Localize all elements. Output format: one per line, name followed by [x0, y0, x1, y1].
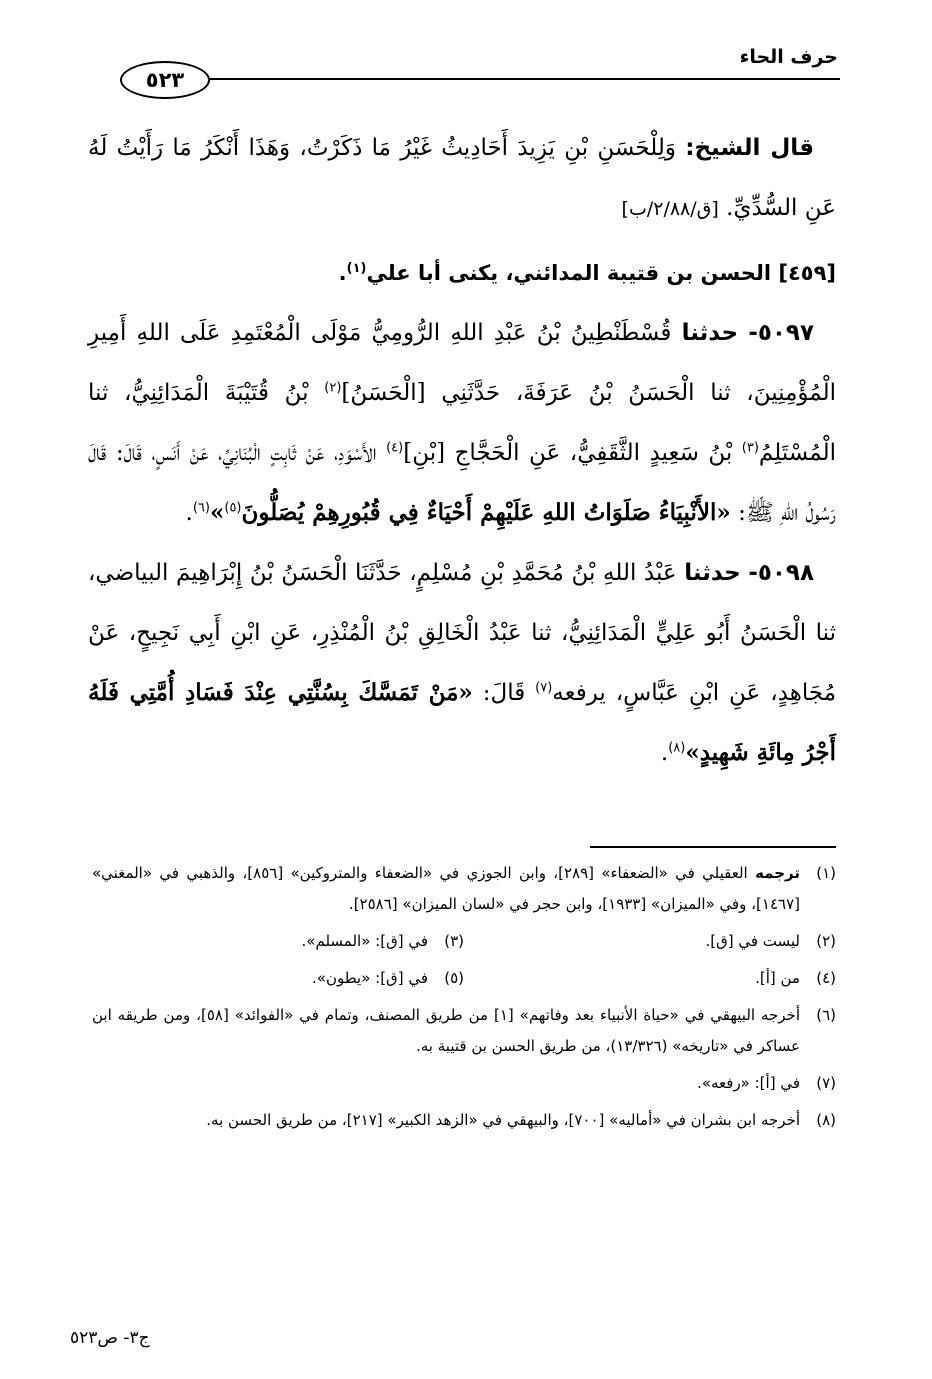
page-number: ٥٢٣ [120, 61, 210, 99]
footnote-text: أخرجه البيهقي في «حياة الأنبياء بعد وفاتهم» [١] من طريق المصنف، وتمام في «الفوائد» [٥٨]، ومن طريقه ابن عساكر في «تاريخه» (١٣/٣٢٦)، من طريق الحسن بن قتيبة به. [92, 1006, 800, 1055]
footnote-3 [92, 926, 464, 957]
footnote-text: في [أ]: «رفعه». [697, 1074, 800, 1092]
footnote-text: من [أ]. [755, 969, 800, 987]
footnote-text: في [ق]: «يطون». [312, 969, 428, 987]
isnad-part: بْنُ سَعِيدٍ الثَّقَفِيُّ، عَنِ الْحَجَّاجِ [بْنِ] [403, 440, 733, 466]
hadith-label: حدثنا [684, 560, 741, 586]
footnote-5 [92, 963, 464, 994]
footnote-marker-1: (١) [346, 261, 367, 276]
footnote-number: (١) [816, 864, 836, 882]
isnad-part: بْنُ قُتَيْبَةَ الْمَدَائِنِيُّ، ثنا الْمُسْتَلِمُ [88, 380, 836, 466]
hadith-5097 [88, 303, 836, 543]
footnote-row-4-5 [92, 963, 836, 994]
isnad-part: عَبْدُ اللهِ بْنُ مُحَمَّدِ بْنِ مُسْلِمٍ، حَدَّثَنَا الْحَسَنُ بْنُ إِبْرَاهِيمَ البياضي، ثنا الْحَسَنُ أَبُو عَلِيٍّ الْمَدَائِنِيُّ، ثنا عَبْدُ الْخَالِقِ بْنُ الْمُنْذِرِ، عَنِ ابْنِ أَبِي نَجِيحٍ، عَنْ مُجَاهِدٍ، عَنِ ابْنِ عَبَّاسٍ، يرفعه [88, 560, 837, 706]
isnad-part: قَالَ: [482, 680, 526, 706]
footnote-label: ترجمه [755, 864, 800, 882]
footnote-text: في [ق]: «المسلم». [301, 932, 428, 950]
hadith-label: حدثنا [681, 320, 739, 346]
isnad-part: الأَسْوَدِ، عَنْ ثَابِتٍ الْبُنَانِيِّ، عَنْ أَنَسٍ، قَالَ: قَالَ رَسُولُ اللهِ ﷺ: [88, 440, 836, 526]
footnote-number: (٣) [444, 932, 464, 950]
entry-title: [٤٥٩] الحسن بن قتيبة المدائني، يكنى أبا علي [366, 261, 836, 285]
running-title: حرف الحاء [739, 46, 838, 68]
footnote-marker-3: (٣) [741, 440, 759, 456]
hadith-number: ٥٠٩٨- [748, 560, 815, 586]
hadith-number: ٥٠٩٧- [748, 320, 815, 346]
footnote-8 [92, 1105, 836, 1136]
hadith-matn: «مَنْ تَمَسَّكَ بِسُنَّتِي عِنْدَ فَسَادِ أُمَّتِي فَلَهُ أَجْرُ مِائَةِ شَهِيدٍ» [88, 679, 836, 766]
footnote-number: (٤) [816, 969, 836, 987]
entry-heading: [٤٥٩] الحسن بن قتيبة المدائني، يكنى أبا علي$^{(١)}$. [338, 261, 836, 285]
sheikh-comment [88, 118, 836, 239]
footnote-number: (٦) [816, 1006, 836, 1024]
comment-text: وَلِلْحَسَنِ بْنِ يَزِيدَ أَحَادِيثُ غَيْرُ مَا ذَكَرْتُ، وَهَذَا أَنْكَرُ مَا رَأَيْتُ لَهُ عَنِ السُّدِّيِّ. [88, 135, 836, 221]
footnotes [92, 858, 836, 1142]
footnote-row-2-3 [92, 926, 836, 957]
hadith-end: . [185, 500, 193, 526]
footnote-number: (٢) [816, 932, 836, 950]
footnote-4 [464, 963, 836, 994]
footnote-marker-4: (٤) [386, 440, 404, 456]
footnote-2 [464, 926, 836, 957]
main-text [88, 118, 836, 783]
footnote-marker-5: (٥) [224, 500, 242, 516]
manuscript-ref: [ق/٢/٨٨/ب] [621, 198, 719, 220]
footnote-6 [92, 1000, 836, 1062]
footnote-7 [92, 1068, 836, 1099]
header-rule [200, 78, 840, 80]
footnote-marker-2: (٢) [324, 380, 342, 396]
footnote-number: (٥) [444, 969, 464, 987]
footnote-number: (٨) [816, 1111, 836, 1129]
footnote-rule [590, 846, 836, 848]
footnote-body: العقيلي في «الضعفاء» [٢٨٩]، وابن الجوزي في «الضعفاء والمتروكين» [٨٥٦]، والذهبي في «المغني» [١٤٦٧]، وفي «الميزان» [١٩٣٣]، وابن حجر في «لسان الميزان» [٢٥٨٦]. [92, 864, 800, 913]
comment-label: قال الشيخ: [685, 135, 814, 161]
footnote-1 [92, 858, 836, 920]
volume-page-ref: ج٣- ص٥٢٣ [70, 1328, 150, 1348]
footnote-number: (٧) [816, 1074, 836, 1092]
footnote-marker-8: (٨) [668, 740, 686, 756]
isnad-part: قُسْطَنْطِينُ بْنُ عَبْدِ اللهِ الرُّومِيُّ مَوْلَى الْمُعْتَمِدِ عَلَى اللهِ أَمِيرِ الْمُؤْمِنِينَ، ثنا الْحَسَنُ بْنُ عَرَفَةَ، حَدَّثَنِي [الْحَسَنُ] [88, 320, 836, 406]
matn-close: » [209, 499, 225, 526]
hadith-end: . [660, 740, 669, 766]
footnote-text: ليست في [ق]. [705, 932, 800, 950]
footnote-marker-6: (٦) [192, 500, 210, 516]
footnote-marker-7: (٧) [535, 680, 553, 696]
hadith-matn: «الأَنْبِيَاءُ صَلَوَاتُ اللهِ عَلَيْهِمْ أَحْيَاءٌ فِي قُبُورِهِمْ يُصَلُّونَ [241, 499, 731, 526]
footnote-text [92, 858, 800, 920]
footnote-text: أخرجه ابن بشران في «أماليه» [٧٠٠]، والبيهقي في «الزهد الكبير» [٢١٧]، من طريق الحسن به. [206, 1111, 800, 1129]
hadith-5098 [88, 543, 836, 783]
